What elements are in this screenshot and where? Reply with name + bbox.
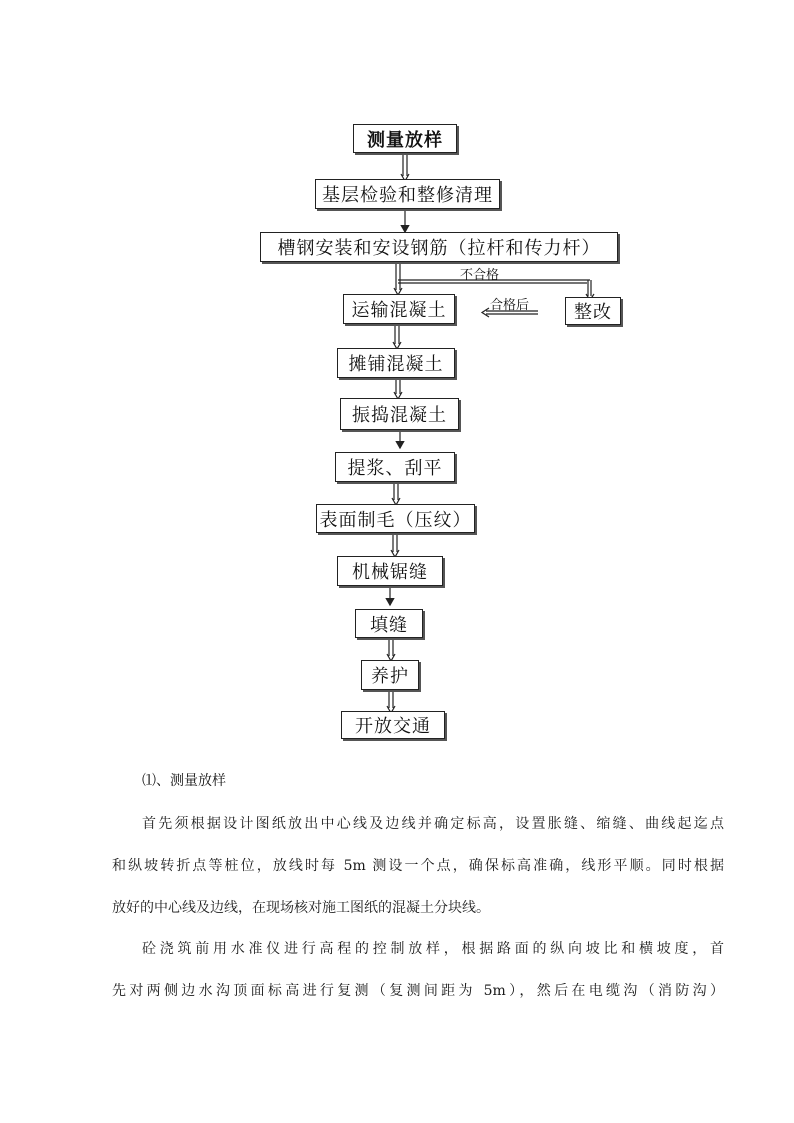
step-base-inspection: 基层检验和整修清理 — [315, 179, 500, 209]
arrow-11-12 — [387, 690, 395, 713]
paragraph-2-line-2: 先对两侧边水沟顶面标高进行复测（复测间距为 5m），然后在电缆沟（消防沟） — [112, 983, 724, 999]
step-channel-steel-rebar: 槽钢安装和安设钢筋（拉杆和传力杆） — [260, 232, 618, 262]
arrow-7-8 — [392, 482, 400, 505]
arrow-4-5 — [393, 324, 401, 349]
step-mechanical-sawing: 机械锯缝 — [337, 556, 443, 586]
arrow-10-11 — [387, 638, 395, 661]
step-measure-setout: 测量放样 — [353, 124, 457, 153]
arrow-3-4 — [394, 262, 402, 295]
step-joint-filling: 填缝 — [355, 609, 423, 638]
step-curing: 养护 — [361, 660, 419, 690]
step-transport-concrete: 运输混凝土 — [343, 294, 455, 324]
section-heading: ⑴、测量放样 — [142, 773, 226, 789]
arrow-1-2 — [401, 153, 409, 181]
arrow-5-6 — [394, 378, 402, 399]
arrow-8-9 — [391, 533, 399, 557]
step-vibrate-concrete: 振捣混凝土 — [340, 398, 459, 430]
step-surface-texturing: 表面制毛（压纹） — [316, 504, 475, 533]
paragraph-1-line-1: 首先须根据设计图纸放出中心线及边线并确定标高，设置胀缝、缩缝、曲线起迄点 — [142, 816, 724, 832]
step-slurry-leveling: 提浆、刮平 — [335, 452, 455, 482]
step-spread-concrete: 摊铺混凝土 — [337, 348, 455, 378]
step-open-traffic: 开放交通 — [341, 711, 445, 739]
paragraph-2-line-1: 砼浇筑前用水准仪进行高程的控制放样，根据路面的纵向坡比和横坡度，首 — [142, 941, 724, 957]
paragraph-1-line-2: 和纵坡转折点等桩位，放线时每 5m 测设一个点，确保标高准确，线形平顺。同时根据 — [112, 858, 724, 874]
paragraph-1-line-3: 放好的中心线及边线，在现场核对施工图纸的混凝土分块线。 — [112, 900, 490, 916]
step-rework: 整改 — [565, 297, 621, 325]
pass-label: 合格后 — [490, 298, 530, 313]
fail-label: 不合格 — [460, 268, 500, 283]
